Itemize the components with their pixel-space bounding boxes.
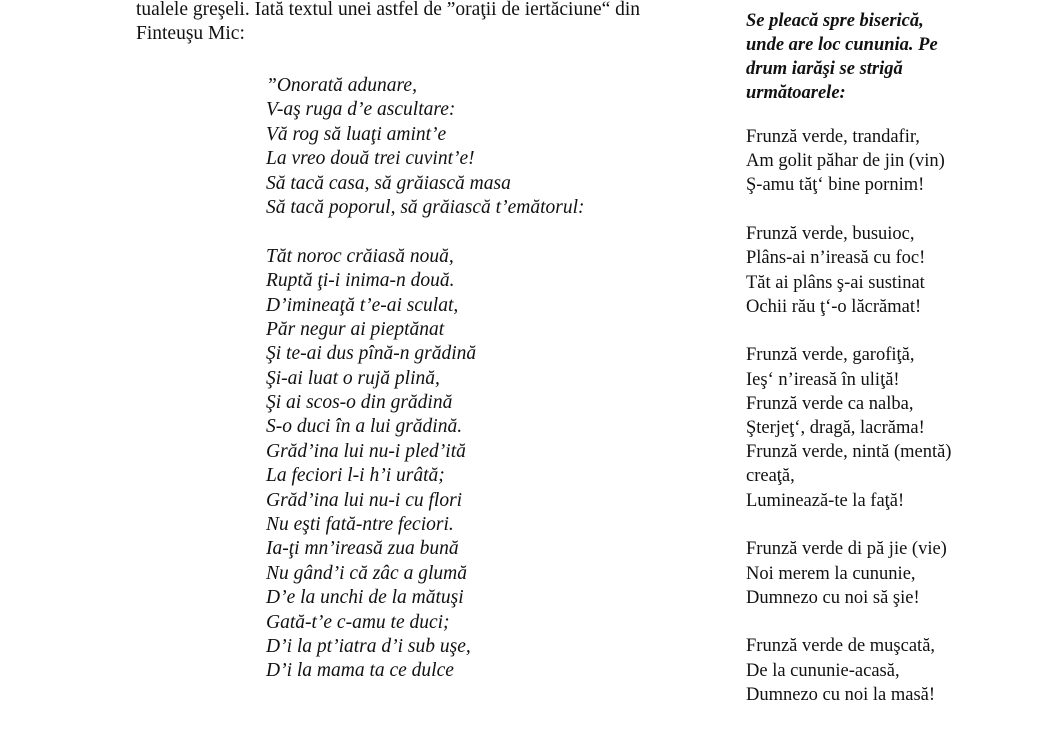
intro-line: tualele greşeli. Iată textul unei astfel de ”oraţii de iertăciune“ din: [136, 0, 641, 20]
verse-line: Frunză verde de muşcată,: [746, 636, 936, 657]
verse-line: Dumnezo cu noi să şie!: [746, 587, 920, 608]
verse-line: Frunză verde di pă jie (vie): [746, 539, 947, 560]
poem-line: Nu eşti fată-ntre feciori.: [266, 514, 454, 536]
verse-line: Frunză verde, nintă (mentă): [746, 442, 952, 463]
verse-stanza: [746, 634, 1046, 707]
verse-line: Luminează-te la faţă!: [746, 490, 905, 511]
verse-line: De la cununie-acasă,: [746, 660, 900, 681]
verse-line: Frunză verde, busuioc,: [746, 224, 915, 245]
poem-line: La feciori l-i h’i urâtă;: [266, 465, 445, 487]
heading-line: următoarele:: [746, 83, 846, 103]
verse-line: Ş-amu tăţ‘ bine pornim!: [746, 175, 925, 196]
verse-line: Ochii rău ţ‘-o lăcrămat!: [746, 296, 922, 317]
verse-line: Tăt ai plâns ş-ai sustinat: [746, 272, 925, 293]
poem-line: Grăd’ina lui nu-i cu flori: [266, 489, 463, 511]
heading-line: Se pleacă spre biserică,: [746, 11, 924, 31]
poem-line: Păr negur ai pieptănat: [266, 318, 445, 340]
poem-line: Nu gând’i că zâc a glumă: [266, 562, 467, 584]
poem-line: Tăt noroc crăiasă nouă,: [266, 245, 454, 267]
poem-line: D’i la mama ta ce dulce: [266, 660, 454, 682]
poem-line: Să tacă poporul, să grăiască t’emătorul:: [266, 196, 585, 218]
verse-stanza: [746, 343, 1046, 512]
poem-line: ”Onorată adunare,: [266, 75, 417, 96]
poem-line: Gată-t’e c-amu te duci;: [266, 611, 450, 633]
poem-line: V-aş ruga d’e ascultare:: [266, 99, 456, 121]
poem-line: Şi te-ai dus pînă-n grădină: [266, 343, 477, 365]
intro-paragraph: [136, 0, 696, 45]
poem-line: Şi-ai luat o rujă plină,: [266, 367, 440, 389]
verse-line: Plâns-ai n’ireasă cu foc!: [746, 248, 926, 269]
poem-line: Să tacă casa, să grăiască masa: [266, 172, 511, 194]
poem-line: Ruptă ţi-i inima-n două.: [266, 270, 455, 292]
verse-line: Noi merem la cununie,: [746, 563, 916, 584]
verse-stanza: [746, 222, 1046, 319]
procession-heading: [746, 9, 1046, 105]
verse-line: Frunză verde, trandafir,: [746, 127, 920, 147]
verse-line: Dumnezo cu noi la masă!: [746, 684, 936, 705]
verse-line: Şterjeţ‘, dragă, lacrăma!: [746, 418, 925, 439]
poem-line: D’i la pt’iatra d’i sub uşe,: [266, 635, 471, 657]
verse-line: Frunză verde ca nalba,: [746, 393, 914, 414]
oration-poem: [266, 74, 584, 684]
poem-line: La vreo două trei cuvint’e!: [266, 148, 475, 170]
poem-line: Ia-ţi mn’ireasă zua bună: [266, 538, 459, 560]
heading-line: unde are loc cununia. Pe: [746, 35, 938, 55]
verse-stanza: [746, 537, 1046, 610]
verse-line: Frunză verde, garofiţă,: [746, 345, 915, 366]
intro-line: Finteuşu Mic:: [136, 22, 245, 44]
poem-line: Şi ai scos-o din grădină: [266, 392, 453, 414]
stanza-gap: [266, 220, 584, 244]
poem-line: S-o duci în a lui grădină.: [266, 416, 463, 438]
verse-stanza: [746, 125, 1046, 198]
verse-line: Ieş‘ n’ireasă în uliţă!: [746, 369, 900, 390]
verse-line: Am golit păhar de jin (vin): [746, 151, 945, 172]
heading-line: drum iarăşi se strigă: [746, 59, 903, 79]
poem-line: Vă rog să luaţi amint’e: [266, 123, 447, 145]
verse-line: creaţă,: [746, 466, 795, 487]
poem-line: D’e la unchi de la mătuşi: [266, 587, 464, 609]
poem-line: Grăd’ina lui nu-i pled’ită: [266, 440, 466, 462]
side-column: [746, 9, 1046, 732]
poem-line: D’imineaţă t’e-ai sculat,: [266, 294, 459, 316]
